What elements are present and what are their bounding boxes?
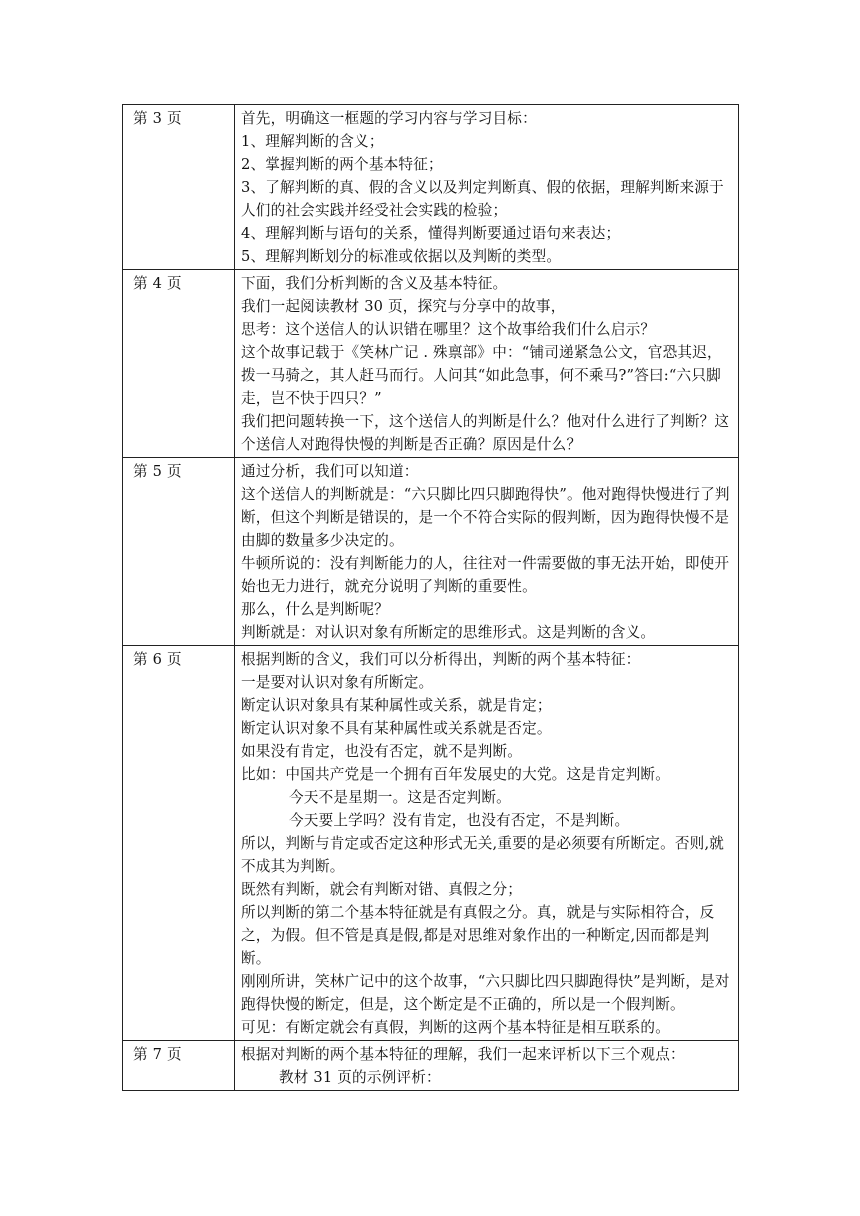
text-line: 思考：这个送信人的认识错在哪里？这个故事给我们什么启示？ bbox=[241, 321, 656, 338]
page-label-cell bbox=[123, 458, 235, 646]
page-label: 第 7 页 bbox=[133, 1046, 182, 1063]
text-line: 下面，我们分析判断的含义及基本特征。 bbox=[241, 275, 508, 292]
page-label: 第 5 页 bbox=[133, 463, 182, 480]
text-line: 首先，明确这一框题的学习内容与学习目标： bbox=[241, 110, 537, 127]
text-line: 判断就是：对认识对象有所断定的思维形式。这是判断的含义。 bbox=[241, 624, 656, 641]
content-cell bbox=[235, 270, 739, 458]
text-line: 如果没有肯定，也没有否定，就不是判断。 bbox=[241, 743, 523, 760]
text-line: 牛顿所说的：没有判断能力的人，往往对一件需要做的事无法开始，即使开始也无力进行，就充分说明了判断的重要性。 bbox=[241, 555, 730, 595]
text-line: 我们一起阅读教材 30 页，探究与分享中的故事， bbox=[241, 298, 566, 315]
text-line: 教材 31 页的示例评析： bbox=[279, 1069, 441, 1086]
text-line: 1、理解判断的含义； bbox=[241, 133, 384, 150]
text-line: 断定认识对象具有某种属性或关系，就是肯定； bbox=[241, 697, 552, 714]
page-label-cell bbox=[123, 646, 235, 1041]
text-line: 所以判断的第二个基本特征就是有真假之分。真，就是与实际相符合，反之，为假。但不管是真是假,都是对思维对象作出的一种断定,因而都是判断。 bbox=[241, 904, 715, 967]
page-label: 第 4 页 bbox=[133, 275, 182, 292]
text-line: 断定认识对象不具有某种属性或关系就是否定。 bbox=[241, 720, 552, 737]
text-line: 4、理解判断与语句的关系，懂得判断要通过语句来表达； bbox=[241, 225, 621, 242]
text-line: 今天不是星期一。这是否定判断。 bbox=[289, 789, 511, 806]
text-line: 根据对判断的两个基本特征的理解，我们一起来评析以下三个观点： bbox=[241, 1046, 685, 1063]
page-label-cell bbox=[123, 105, 235, 270]
lesson-table bbox=[122, 104, 739, 1091]
text-line: 通过分析，我们可以知道： bbox=[241, 463, 419, 480]
content-cell bbox=[235, 1041, 739, 1091]
text-line: 一是要对认识对象有所断定。 bbox=[241, 674, 434, 691]
table-row bbox=[123, 105, 739, 270]
text-line: 这个送信人的判断就是：“六只脚比四只脚跑得快”。他对跑得快慢进行了判断，但这个判断是错误的，是一个不符合实际的假判断，因为跑得快慢不是由脚的数量多少决定的。 bbox=[241, 486, 730, 549]
text-line: 这个故事记载于《笑林广记 . 殊禀部》中：“铺司递紧急公文，官恐其迟，拨一马骑之，其人赶马而行。人问其“如此急事，何不乘马?”答曰:“六只脚走，岂不快于四只？” bbox=[241, 344, 722, 407]
page-label-cell bbox=[123, 270, 235, 458]
table-row bbox=[123, 458, 739, 646]
text-line: 刚刚所讲，笑林广记中的这个故事，“六只脚比四只脚跑得快”是判断，是对跑得快慢的断定，但是，这个断定是不正确的，所以是一个假判断。 bbox=[241, 973, 730, 1013]
page-label: 第 3 页 bbox=[133, 110, 182, 127]
text-line: 今天要上学吗？没有肯定，也没有否定，不是判断。 bbox=[289, 812, 630, 829]
text-line: 5、理解判断划分的标准或依据以及判断的类型。 bbox=[241, 248, 562, 265]
text-line: 所以，判断与肯定或否定这种形式无关,重要的是必须要有所断定。否则,就不成其为判断。 bbox=[241, 835, 725, 875]
content-cell bbox=[235, 458, 739, 646]
text-line: 比如：中国共产党是一个拥有百年发展史的大党。这是肯定判断。 bbox=[241, 766, 671, 783]
table-row bbox=[123, 646, 739, 1041]
text-line: 根据判断的含义，我们可以分析得出，判断的两个基本特征： bbox=[241, 651, 641, 668]
text-line: 3、了解判断的真、假的含义以及判定判断真、假的依据，理解判断来源于人们的社会实践并经受社会实践的检验； bbox=[241, 179, 724, 219]
page-label: 第 6 页 bbox=[133, 651, 182, 668]
text-line: 既然有判断，就会有判断对错、真假之分； bbox=[241, 881, 523, 898]
text-line: 那么，什么是判断呢？ bbox=[241, 601, 389, 618]
page-label-cell bbox=[123, 1041, 235, 1091]
text-line: 可见：有断定就会有真假，判断的这两个基本特征是相互联系的。 bbox=[241, 1019, 671, 1036]
table-row bbox=[123, 1041, 739, 1091]
text-line: 我们把问题转换一下，这个送信人的判断是什么？他对什么进行了判断？这个送信人对跑得快慢的判断是否正确？原因是什么？ bbox=[241, 413, 730, 453]
text-line: 2、掌握判断的两个基本特征； bbox=[241, 156, 443, 173]
content-cell bbox=[235, 105, 739, 270]
content-cell bbox=[235, 646, 739, 1041]
table-row bbox=[123, 270, 739, 458]
